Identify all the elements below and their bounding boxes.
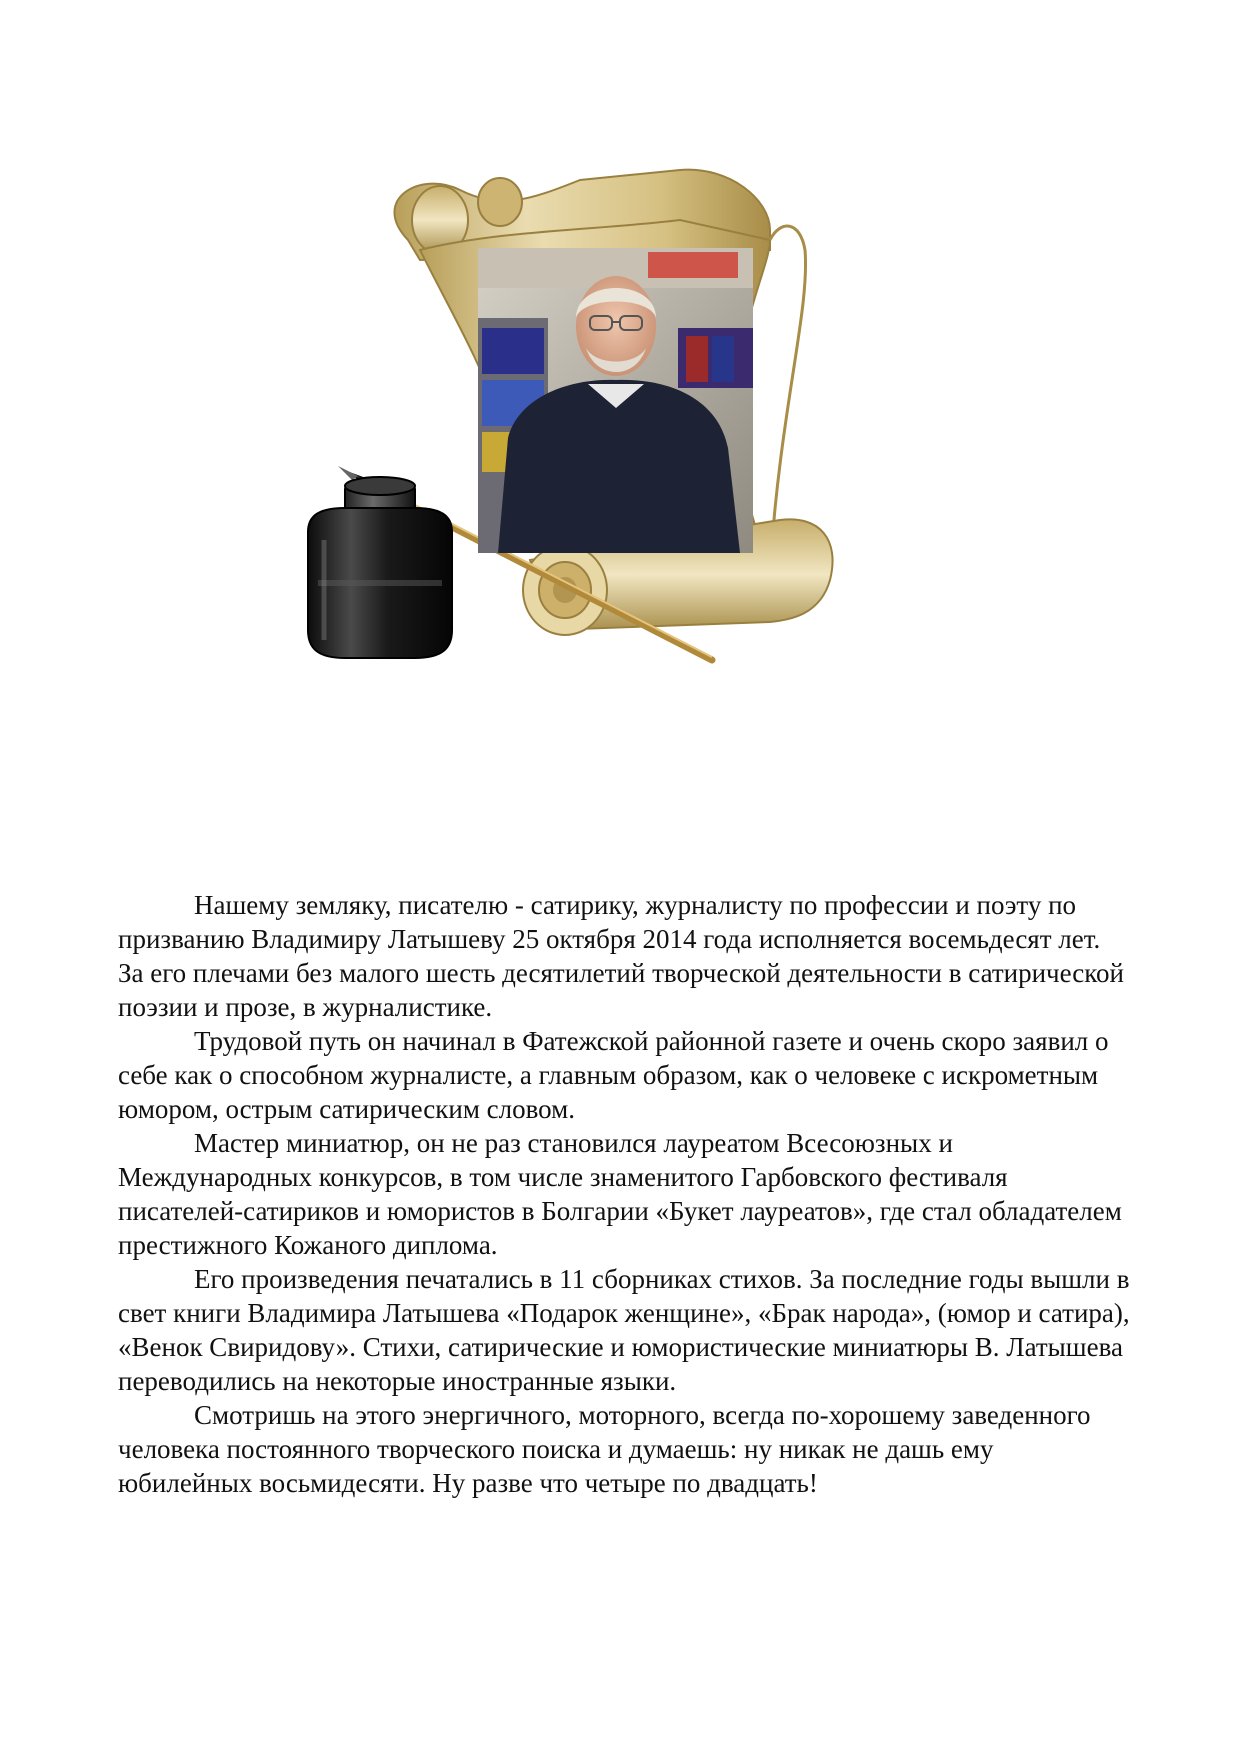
paragraph-3: Трудовой путь он начинал в Фатежской районной газете и очень скоро заявил о себе как о способном журналисте, а главным образом, как о человеке с искрометным юмором, острым сатирическим словом. — [118, 1026, 1109, 1124]
portrait-photo — [478, 248, 753, 553]
paragraph-6: Смотришь на этого энергичного, моторного, всегда по-хорошему заведенного человека постоянного творческого поиска и думаешь: ну никак не дашь ему юбилейных восьмидесяти. Ну разве что четыре по двадцать! — [118, 1400, 1091, 1498]
article-text — [118, 888, 1130, 1500]
paragraph-5: Его произведения печатались в 11 сборниках стихов. За последние годы вышли в свет книги Владимира Латышева «Подарок женщине», «Брак народа», (юмор и сатира), «Венок Свиридову». Стихи, сатирические и юмористические миниатюры В. Латышева переводились на некоторые иностранные языки. — [118, 1264, 1130, 1396]
paragraph-2: За его плечами без малого шесть десятилетий творческой деятельности в сатирической поэзии и прозе, в журналистике. — [118, 958, 1124, 1022]
paragraph-4: Мастер миниатюр, он не раз становился лауреатом Всесоюзных и Международных конкурсов, в том числе знаменитого Гарбовского фестиваля писателей-сатириков и юмористов в Болгарии «Букет лауреатов», где стал обладателем престижного Кожаного диплома. — [118, 1128, 1122, 1260]
paragraph-1: Нашему земляку, писателю - сатирику, журналисту по профессии и поэту по призванию Владимиру Латышеву 25 октября 2014 года исполняется восемьдесят лет. — [118, 890, 1101, 954]
